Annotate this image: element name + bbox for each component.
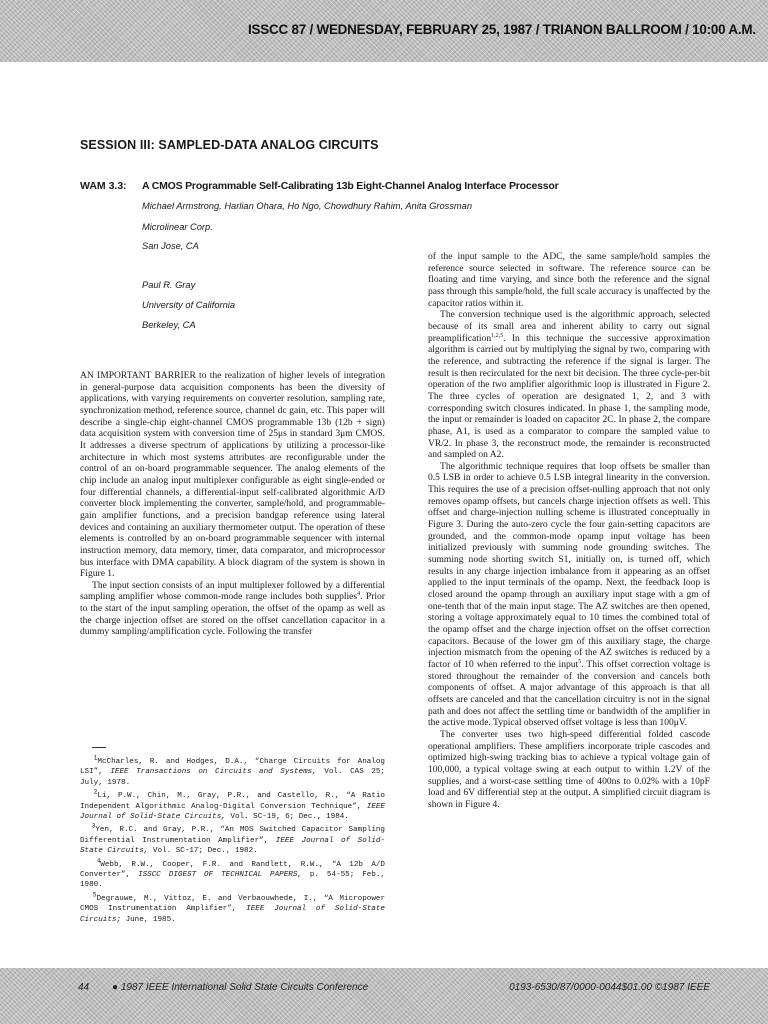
header-band <box>0 0 768 62</box>
right-column <box>428 251 710 811</box>
affiliation-org1: Microlinear Corp. <box>142 222 213 232</box>
paragraph: The converter uses two high-speed differential folded cascode operational amplifiers. These amplifiers incorporate triple cascodes and optimized high-swing tracking bias to achieve a typical voltage gain of 100,000, a typical voltage swing at each output to within 1.2V of the supplies, and a worst-case settling time of 400ns to 0.02% with a 10pF load and 6V differential step at the output. A simplified circuit diagram is shown in Figure 4. <box>428 728 710 810</box>
footer-band <box>0 968 768 1024</box>
affiliation-loc1: San Jose, CA <box>142 241 199 251</box>
paragraph: The input section consists of an input multiplexer followed by a differential sampling amplifier whose common-mode range includes both supplies$^4$. Prior to the start of the input sampling operation, the offset of the opamp as well as the charge injection offset are stored on the offset cancellation capacitor in a dummy sampling/amplification cycle. Following the transfer <box>80 579 385 638</box>
page-number: 44 <box>78 982 90 993</box>
author-second: Paul R. Gray <box>142 280 196 290</box>
affiliation-loc2: Berkeley, CA <box>142 320 196 330</box>
footnote: $^4$Webb, R.W., Cooper, F.R. and Randlett, R.W., “A 12b A/D Converter”, ISSCC DIGEST OF TECHNICAL PAPERS, p. 54-55; Feb., 1980. <box>80 857 385 890</box>
session-title: SESSION III: SAMPLED-DATA ANALOG CIRCUITS <box>80 138 379 152</box>
left-column <box>80 370 385 638</box>
header-text: ISSCC 87 / WEDNESDAY, FEBRUARY 25, 1987 / TRIANON BALLROOM / 10:00 A.M. <box>248 22 756 37</box>
paragraph: AN IMPORTANT BARRIER to the realization of higher levels of integration in general-purpose data acquisition components has been the diversity of applications, with varying requirements on converter resolution, sampling rate, synchronization method, reference source, channel dc gain, etc. This paper will describe a single-chip eight-channel CMOS programmable 13b (12b + sign) data acquisition system with conversion time of 25μs in standard 3μm CMOS. It addresses a diverse spectrum of applications by utilizing a processor-like architecture in which most systems attributes are reconfigurable under the control of an on-board programmable sequencer. The analog elements of the chip include an analog input multiplexer configurable as eight single-ended or four differential channels, a differential-input self-calibrated algorithmic A/D converter block implementing the converter, sample/hold, and programmable-gain amplifier functions, and a precision bandgap reference using lateral devices and containing an auxiliary thermometer output. The operation of these elements is controlled by an on-board programmable sequencer with internal instruction memory, data memory, timer, data comparator, and microprocessor bus interface with DMA capability. A block diagram of the system is shown in Figure 1. <box>80 370 385 580</box>
footer-copyright: 0193-6530/87/0000-0044$01.00 ©1987 IEEE <box>509 982 710 993</box>
footer-conference: ● 1987 IEEE International Solid State Circuits Conference <box>112 982 369 993</box>
footnotes <box>80 754 385 928</box>
affiliation-org2: University of California <box>142 300 236 310</box>
footnote: $^5$Degrauwe, M., Vittoz, E. and Verbaouwhede, I., “A Micropower CMOS Instrumentation Amplifier”, IEEE Journal of Solid-State Circuits; June, 1985. <box>80 891 385 924</box>
footnote: $^1$McCharles, R. and Hodges, D.A., “Charge Circuits for Analog LSI”, IEEE Transactions on Circuits and Systems, Vol. CAS 25; July, 1978. <box>80 754 385 787</box>
footnote-rule <box>92 747 106 748</box>
paragraph: The algorithmic technique requires that loop offsets be smaller than 0.5 LSB in order to achieve 0.5 LSB integral linearity in the conversion. This requires the use of a precision offset-nulling approach that not only removes opamp offsets, but cancels charge injection offsets as well. This offset and charge-injection nulling scheme is illustrated conceptually in Figure 3. During the auto-zero cycle the four gain-setting capacitors are grounded, and the common-mode opamp input voltage has been initialized previously with summing node grounding switches. The summing node shorting switch S1, initially on, is turned off, which results in any charge injection imbalance from it appearing as an offset applied to the input terminals of the opamp. Next, the feedback loop is closed around the opamp through an auxiliary input stage with a gm of one-tenth that of the main input stage. The AZ switches are then opened, storing a voltage approximately equal to 10 times the combined total of the opamp offset and the charge injection offset on the offset correction capacitors. Because of the lower gm of this auxiliary stage, the charge injection mismatch from the opening of the AZ switches is reduced by a factor of 10 when referred to the input$^5$. This offset correction voltage is stored throughout the remainder of the conversion and cancels both components of offset. A major advantage of this approach is that all offsets are canceled and that the cancellation circuitry is not in the signal path and does not affect the settling time or bandwidth of the amplifier in the active mode. Typical observed offset voltage is less than 100μV. <box>428 460 711 729</box>
paragraph: The conversion technique used is the algorithmic approach, selected because of its small area and inherent ability to carry out signal preamplification$^{1,2,5}$. In this technique the successive approximation algorithm is carried out by multiplying the signal by two, comparing with the reference, and subtracting the reference if the signal is larger. The result is then recirculated for the next bit decision. The three cycle-per-bit operation of the two amplifier algorithmic loop is illustrated in Figure 2. The three cycles of operation are designated 1, 2, and 3 with corresponding switch closures indicated. In phase 1, the sampling mode, the input or remainder is loaded on capacitor 2C. In phase 2, the compare phase, A1, is used as a comparator to compare the sampled value to VR/2. In phase 3, the reconstruct mode, the remainder is reconstructed and sampled on A2. <box>428 309 710 461</box>
footnote: $^2$Li, P.W., Chin, M., Gray, P.R., and Castello, R., “A Ratio Independent Algorithmic Analog-Digital Conversion Technique”, IEEE Journal of Solid-State Circuits, Vol. SC-19, 6; Dec., 1984. <box>80 788 385 822</box>
footnote: $^3$Yen, R.C. and Gray, P.R., “An MOS Switched Capacitor Sampling Differential Instrumentation Amplifier”, IEEE Journal of Solid-State Circuits, Vol. SC-17; Dec., 1982. <box>80 822 385 856</box>
paper-title: A CMOS Programmable Self-Calibrating 13b Eight-Channel Analog Interface Processor <box>142 180 559 192</box>
author-list: Michael Armstrong, Harlian Ohara, Ho Ngo, Chowdhury Rahim, Anita Grossman <box>142 201 472 211</box>
paragraph: of the input sample to the ADC, the same sample/hold samples the reference source selected in software. The reference source can be floating and time varying, and since both the reference and the signal pass through this sample/hold, the full scale accuracy is unaffected by the capacitor ratios within it. <box>428 251 710 309</box>
paper-id: WAM 3.3: <box>80 180 127 192</box>
